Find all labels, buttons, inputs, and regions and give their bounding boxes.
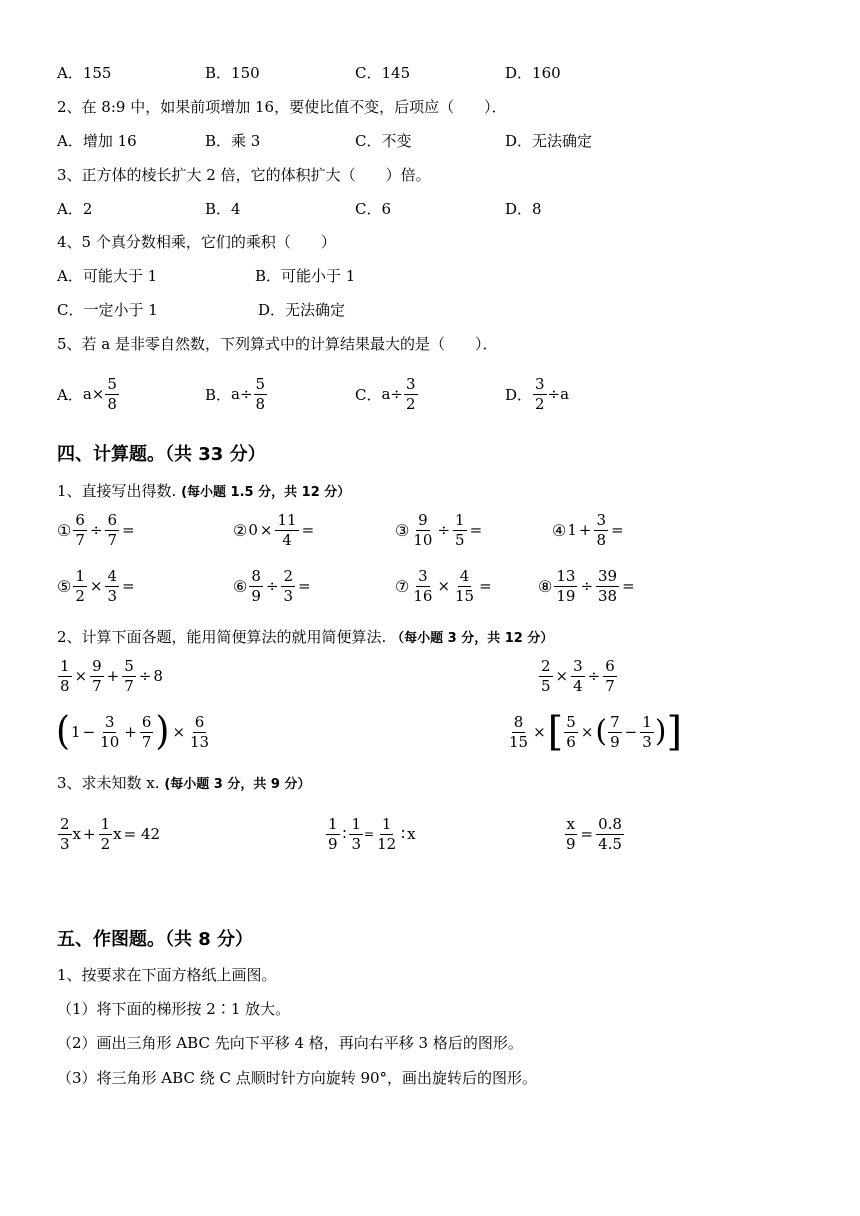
section5-title: 五、作图题。（共 8 分） [57,929,254,950]
calc-item-1: ① $\frac{6}{7}$ ÷ $\frac{6}{7}$ = [57,510,135,549]
s5-line-2: （1）将下面的梯形按 2∶1 放大。 [57,1000,291,1018]
q5-c-pre: a÷ [381,385,403,403]
q5-b-pre: a÷ [231,385,253,403]
q5-a-label: A． [57,385,83,404]
q3-option-d: D．8 [505,200,542,218]
s4-p1-note: (每小题 1.5 分，共 12 分） [181,485,351,500]
q3-option-c: C．6 [355,200,392,218]
q2-option-b: B．乘 3 [205,132,261,150]
q1-option-d: D．160 [505,64,561,82]
q4-text: 4、5 个真分数相乘，它们的乘积（ ） [57,233,336,251]
s4-p2-heading [57,626,553,648]
s5-line-1: 1、按要求在下面方格纸上画图。 [57,966,277,984]
q5-option-d [505,370,569,418]
equation-3: $\frac{x}{9}$ = $\frac{0.8}{4.5}$ [566,814,622,853]
q2-option-c: C．不变 [355,132,412,150]
calc-item-5: ⑤ $\frac{1}{2}$ × $\frac{4}{3}$ = [57,566,135,605]
calc-item-2: ② 0 × $\frac{11}{4}$ = [233,510,315,549]
q2-text: 2、在 8:9 中，如果前项增加 16，要使比值不变，后项应（ ）． [57,98,507,116]
calc-item-4: ④ 1 + $\frac{3}{8}$ = [552,510,624,549]
simplify-expr-2: $\frac{2}{5}$ × $\frac{3}{4}$ ÷ $\frac{6}{7}$ [541,656,615,695]
q5-option-a [57,370,120,418]
equals: = [122,521,135,539]
s5-line-3: （2）画出三角形 ABC 先向下平移 4 格，再向右平移 3 格后的图形。 [57,1034,523,1052]
s4-p3-heading [57,772,310,794]
q3-option-a: A．2 [57,200,93,218]
q5-d-fraction: $\frac{3}{2}$ [535,374,545,413]
q2-option-a: A．增加 16 [57,132,137,150]
s4-p2-note: （每小题 3 分，共 12 分） [391,631,554,646]
calc-item-7: ⑦ $\frac{3}{16}$ × $\frac{4}{15}$ = [395,566,492,605]
section4-title: 四、计算题。（共 33 分） [57,444,266,465]
q5-a-fraction: $\frac{5}{8}$ [107,374,117,413]
calc-item-3: ③ $\frac{9}{10}$ ÷ $\frac{1}{5}$ = [395,510,483,549]
equation-2: 1 9 ∶ $\frac{1}{3}$ = $\frac{1}{12}$ ∶ x [328,814,416,853]
q4-option-b: B．可能小于 1 [255,267,356,285]
q1-option-b: B．150 [205,64,260,82]
equation-1: 2 3 x + $\frac{1}{2}$ x = 42 [60,814,161,853]
simplify-expr-1: $\frac{1}{8}$ × $\frac{9}{7}$ + $\frac{5}{7}$ ÷ 8 [60,656,163,695]
calc-item-8: ⑧ $\frac{13}{19}$ ÷ $\frac{39}{38}$ = [538,566,635,605]
q5-b-label: B． [205,385,232,404]
simplify-expr-4: $\frac{8}{15}$ × [ $\frac{5}{6}$ × ( 7 9 − $\frac{1}{3}$ ) ] [509,709,683,755]
q5-d-post: ÷a [547,385,570,403]
q4-option-d: D．无法确定 [258,301,346,319]
s4-p3-text: 3、求未知数 x. [57,774,160,792]
q1-option-c: C．145 [355,64,411,82]
simplify-expr-3: ( 1 − $\frac{3}{10}$ + $\frac{6}{7}$ ) × $\frac{6}{13}$ [56,708,210,754]
q1-option-a: A．155 [57,64,112,82]
q3-option-b: B．4 [205,200,241,218]
q5-c-fraction: $\frac{3}{2}$ [406,374,416,413]
s5-line-4: （3）将三角形 ABC 绕 C 点顺时针方向旋转 90°，画出旋转后的图形。 [57,1069,538,1087]
q5-option-b [205,370,268,418]
s4-p3-note: (每小题 3 分，共 9 分） [164,777,311,792]
s4-p1-heading [57,480,350,502]
q4-option-a: A．可能大于 1 [57,267,158,285]
q5-a-pre: a× [82,385,105,403]
s4-p2-text: 2、计算下面各题，能用简便算法的就用简便算法. [57,628,387,646]
q5-c-label: C． [355,385,382,404]
q5-option-c [355,370,419,418]
q3-text: 3、正方体的棱长扩大 2 倍，它的体积扩大（ ）倍。 [57,166,431,184]
q5-b-fraction: $\frac{5}{8}$ [255,374,266,413]
q2-option-d: D．无法确定 [505,132,593,150]
q4-option-c: C．一定小于 1 [57,301,158,319]
calc-item-6: ⑥ $\frac{8}{9}$ ÷ $\frac{2}{3}$ = [233,566,311,605]
q5-text: 5、若 a 是非零自然数，下列算式中的计算结果最大的是（ ）． [57,335,498,353]
q5-d-label: D． [505,385,533,404]
s4-p1-text: 1、直接写出得数. [57,482,177,500]
